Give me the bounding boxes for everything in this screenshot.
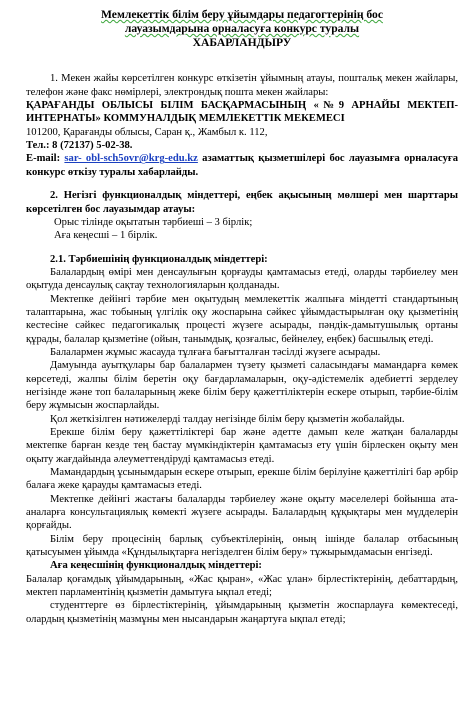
- organization-phone: Тел.: 8 (72137) 5-02-38.: [26, 140, 133, 152]
- senior-counselor-heading: Аға кеңесшінің функционалдық міндеттері:: [50, 560, 262, 572]
- duty-paragraph: Мектепке дейінгі тәрбие мен оқытудың мемлекеттік жалпыға міндетті стандартының талаптарына, жас тобының үлгілік оқу жоспарына сәйкес ұйымдастырылған оқу қызметінің кестесіне сәйкес педагогикалық процесті жүзеге асырады, пәндік-дамытушылық ортаны құрады, балалар қызметіне (ойын, танымдық, қозғалыс, бейнелеу, еңбек) басшылық етеді.: [26, 293, 458, 345]
- senior-duty-line: Балалар қоғамдық ұйымдарының, «Жас қыран», «Жас ұлан» бірлестіктерінің, дебаттардың, мектеп парламентінің қызметін дамытуға ықпал етеді;: [26, 573, 458, 599]
- document-title: [26, 8, 458, 50]
- vacancy-item: Аға кеңесші – 1 бірлік.: [54, 230, 158, 242]
- duty-paragraph: Қол жеткізілген нәтижелерді талдау негізінде білім беру қызметін жобалайды.: [50, 413, 405, 425]
- senior-duty-line: студенттерге өз бірлестіктерінің, ұйымдарының қызметін жоспарлауға көмектеседі, олардың қызметінің мазмұны мен нысандарын жаңартуға ықпал етеді;: [26, 600, 458, 625]
- section1-intro: 1. Мекен жайы көрсетілген конкурс өткізетін ұйымның атауы, поштальқ мекен жайлары, телефон және факс нөмірлері, электрондық пошта мекен жайлары:: [26, 73, 458, 98]
- duty-paragraph: Ерекше білім беру қажеттіліктері бар және әдетте дамып келе жатқан балаларды мектепке барған кезде тең бастау мүмкіндіктерін қамтамасыз ету үшін бірлескен оқыту мен оқыту жағдайында әлеуметтендіруді қамтамасыз етеді.: [26, 427, 458, 465]
- vacancy-item: Орыс тілінде оқытатын тәрбиеші – 3 бірлік;: [54, 216, 253, 228]
- duty-paragraph: Мектепке дейінгі жастағы балаларды тәрбиелеу және оқыту мәселелері бойынша ата-аналарға консультациялық көмекті жүзеге асырады. Балалардың құқықтары мен мүдделерін қорғайды.: [26, 493, 458, 532]
- email-link[interactable]: sar- obl-sch5ovr@krg-edu.kz: [64, 153, 198, 165]
- duty-paragraph: Білім беру процесінің барлық субъектілерінің, оның ішінде балалар отбасының қатысуымен ұйымда «Құндылықтарға негізделген білім беру» тұжырымдамасын енгізеді.: [26, 533, 458, 559]
- section2-heading: 2. Негізгі функционалдық міндеттері, еңбек ақысының мөлшері мен шарттары көрсетілген бос лауазымдар атауы:: [26, 190, 458, 215]
- duty-paragraph: Дамуында ауытқулары бар балалармен түзету қызметі саласындағы мамандарға көмек көрсетеді, жалпы білім беретін оқу бағдарламаларын, оқу-әдістемелік әдебиетті зерделеу негізінде және топ балаларының жеке білім беру қажеттіліктерін ескере отырып, тәрбие-білім беру жұмысын жоспарлайды.: [26, 360, 458, 412]
- duty-paragraph: Мамандардың ұсынымдарын ескере отырып, ерекше білім берілуіне қажеттілігі бар әрбір балаға жеке қарауды қамтамасыз етеді.: [26, 467, 458, 492]
- title-line-1: Мемлекеттік білім беру ұйымдары педагогтерінің бос: [101, 8, 383, 21]
- duty-paragraph: Балалардың өмірі мен денсаулығын қорғауды қамтамасыз етеді, оларды тәрбиелеу мен оқытуда денсаулық сақтау технологияларын қолданады.: [26, 266, 458, 292]
- organization-email-line: [26, 152, 458, 179]
- email-tail: азаматтық қызметшілері бос лауазымға орналасуға конкурс өткізу туралы хабарлайды.: [26, 153, 459, 178]
- duty-paragraph: Балалармен жұмыс жасауда тұлғаға бағытталған тәсілді жүзеге асырады.: [50, 346, 381, 358]
- title-line-2: лауазымдарына орналасуға конкурс туралы: [124, 22, 360, 36]
- title-line-3: ХАБАРЛАНДЫРУ: [192, 36, 292, 50]
- email-label: E-mail:: [26, 153, 61, 165]
- organization-name: ҚАРАҒАНДЫ ОБЛЫСЫ БІЛІМ БАСҚАРМАСЫНЫҢ «№9 АРНАЙЫ МЕКТЕП-ИНТЕРНАТЫ» КОММУНАЛДЫҚ МЕМЛЕКЕТТІК МЕКЕМЕСІ: [26, 100, 458, 125]
- section21-heading: 2.1. Тәрбиешінің функционалдық міндеттері:: [50, 253, 268, 265]
- organization-address: 101200, Қарағанды облысы, Саран қ., Жамбыл к. 112,: [26, 126, 268, 138]
